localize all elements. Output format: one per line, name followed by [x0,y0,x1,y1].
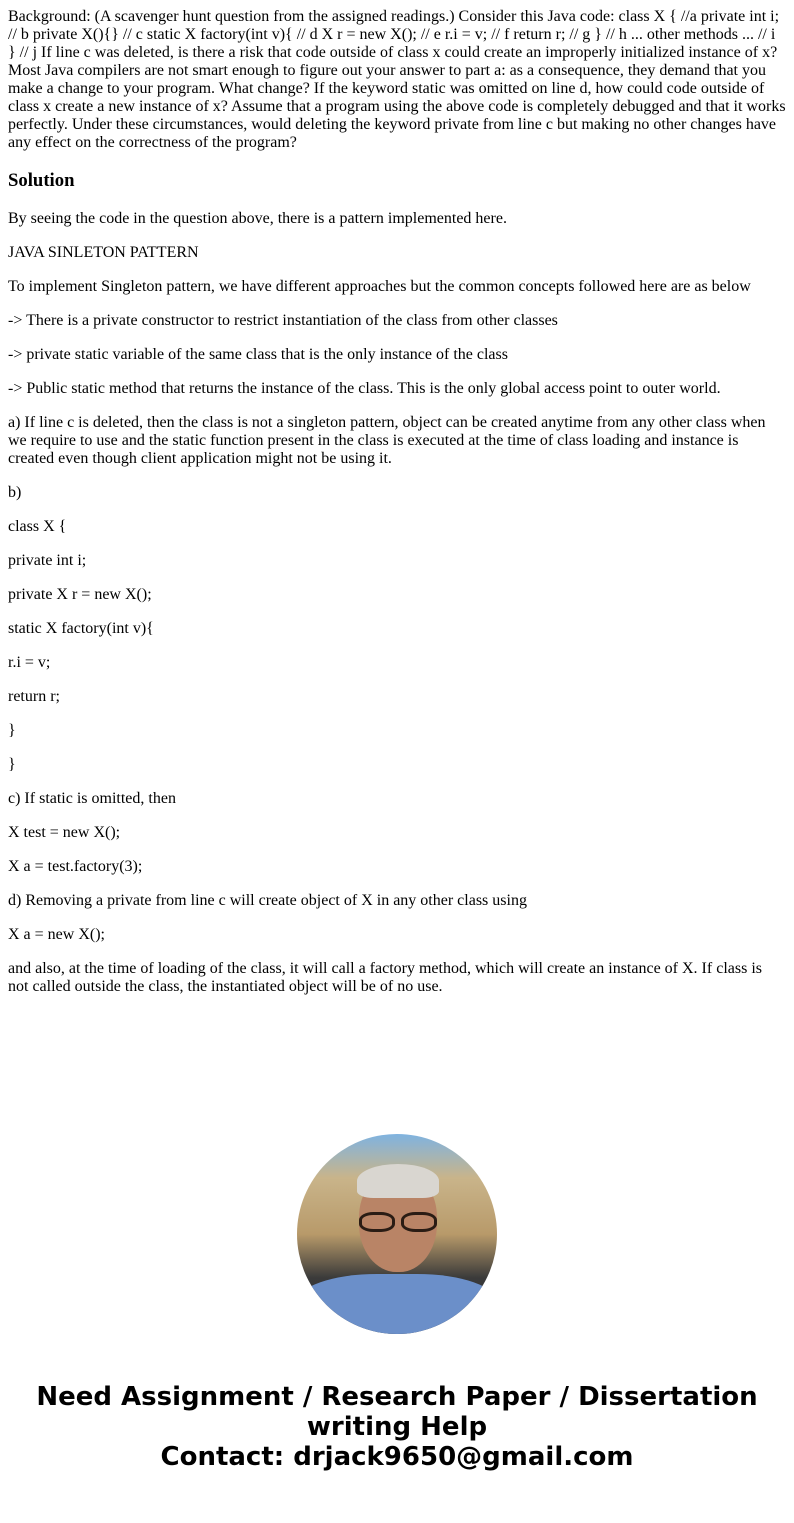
solution-body [8,210,786,996]
shirt-shape [297,1274,497,1334]
paragraph: -> There is a private constructor to restrict instantiation of the class from other classes [8,312,558,329]
code-line: return r; [8,688,60,705]
paragraph: and also, at the time of loading of the class, it will call a factory method, which will create an instance of X. If class is not called outside the class, the instantiated object will be of no use. [8,960,762,995]
hair-shape [357,1164,439,1198]
code-line: X test = new X(); [8,824,121,841]
paragraph: c) If static is omitted, then [8,790,176,807]
paragraph: By seeing the code in the question above, there is a pattern implemented here. [8,210,507,227]
footer-contact: Contact: drjack9650@gmail.com [160,1442,634,1472]
avatar-container [8,1134,786,1334]
avatar-photo [297,1134,497,1334]
code-line: } [8,756,16,773]
paragraph: To implement Singleton pattern, we have different approaches but the common concepts followed here are as below [8,278,751,295]
paragraph: d) Removing a private from line c will create object of X in any other class using [8,892,527,909]
code-line: static X factory(int v){ [8,620,154,637]
paragraph: -> Public static method that returns the instance of the class. This is the only global access point to outer world. [8,380,721,397]
glasses-icon [355,1212,441,1232]
solution-heading: Solution [8,170,75,191]
footer-banner [8,1382,786,1472]
code-line: X a = new X(); [8,926,105,943]
code-line: class X { [8,518,67,535]
paragraph: b) [8,484,22,501]
code-line: X a = test.factory(3); [8,858,143,875]
code-line: } [8,722,16,739]
footer-help-text: Need Assignment / Research Paper / Dissertation writing Help [36,1382,758,1442]
code-line: r.i = v; [8,654,51,671]
paragraph: -> private static variable of the same class that is the only instance of the class [8,346,508,363]
question-text: Background: (A scavenger hunt question from the assigned readings.) Consider this Java code: class X { //a private int i; // b private X(){} // c static X factory(int v){ // d X r = new X(); // e r.i = v; // f return r; // g } // h ... other methods ... // i } // j If line c was deleted, is there a risk that code outside of class x could create an improperly initialized instance of x? Most Java compilers are not smart enough to figure out your answer to part a: as a consequence, they demand that you make a change to your program. What change? If the keyword static was omitted on line d, how could code outside of class x create a new instance of x? Assume that a program using the above code is completely debugged and that it works perfectly. Under these circumstances, would deleting the keyword private from line c but making no other changes have any effect on the correctness of the program? [8,8,786,151]
paragraph: a) If line c is deleted, then the class is not a singleton pattern, object can be created anytime from any other class when we require to use and the static function present in the class is executed at the time of class loading and instance is created even though client application might not be using it. [8,414,766,467]
paragraph: JAVA SINLETON PATTERN [8,244,199,261]
code-line: private int i; [8,552,87,569]
code-line: private X r = new X(); [8,586,152,603]
